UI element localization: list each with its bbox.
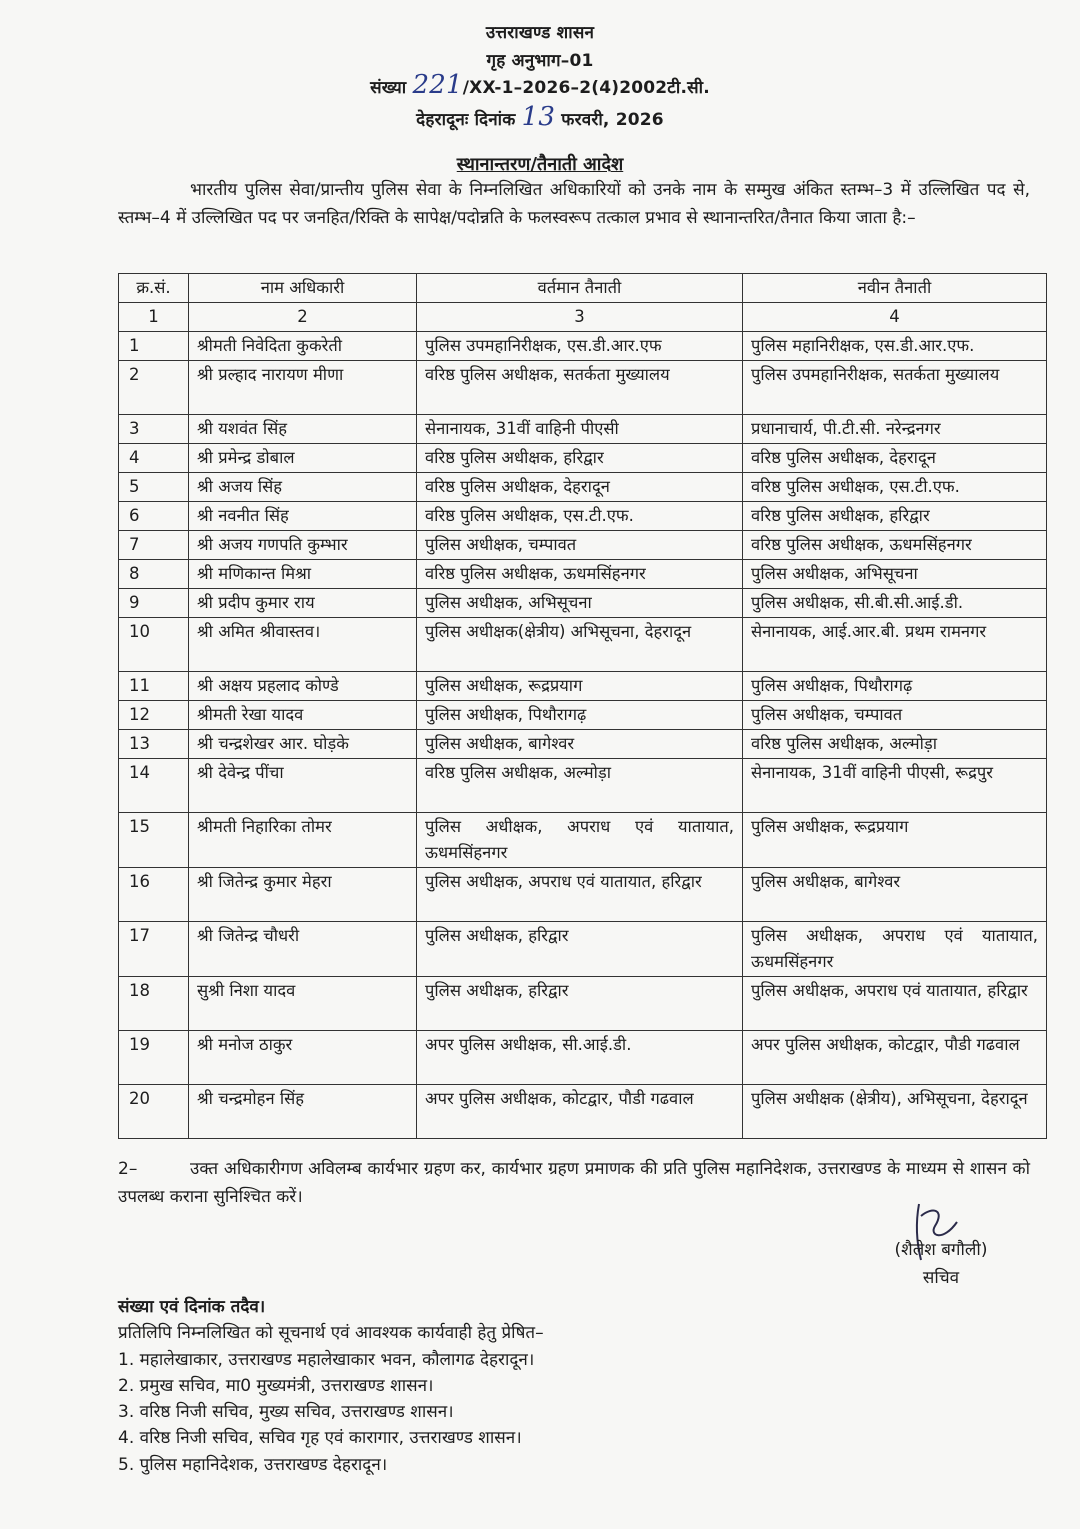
order-title bbox=[0, 152, 1080, 176]
officer-name-cell: श्रीमती रेखा यादव bbox=[189, 701, 417, 730]
new-posting-cell: वरिष्ठ पुलिस अधीक्षक, ऊधमसिंहनगर bbox=[743, 531, 1047, 560]
new-posting-cell: पुलिस अधीक्षक, अपराध एवं यातायात, ऊधमसिंहनगर bbox=[743, 922, 1047, 977]
new-posting-cell: पुलिस अधीक्षक, बागेश्वर bbox=[743, 868, 1047, 922]
header-serial: क्र.सं. bbox=[119, 274, 189, 303]
serial-cell: 17 bbox=[119, 922, 189, 977]
table-row bbox=[119, 759, 1047, 813]
current-posting-cell: सेनानायक, 31वीं वाहिनी पीएसी bbox=[417, 415, 743, 444]
signatory-name: (शैलेश बगौली) bbox=[894, 1240, 988, 1260]
order-number-suffix: /XX-1–2026–2(4)2002टी.सी. bbox=[462, 78, 710, 98]
new-posting-cell: वरिष्ठ पुलिस अधीक्षक, अल्मोड़ा bbox=[743, 730, 1047, 759]
table-header-row bbox=[119, 274, 1047, 303]
serial-cell: 20 bbox=[119, 1085, 189, 1139]
new-posting-cell: सेनानायक, 31वीं वाहिनी पीएसी, रूद्रपुर bbox=[743, 759, 1047, 813]
current-posting-cell: वरिष्ठ पुलिस अधीक्षक, हरिद्वार bbox=[417, 444, 743, 473]
new-posting-cell: पुलिस अधीक्षक, सी.बी.सी.आई.डी. bbox=[743, 589, 1047, 618]
table-row bbox=[119, 531, 1047, 560]
order-date bbox=[0, 102, 1080, 132]
new-posting-cell: पुलिस अधीक्षक, पिथौरागढ़ bbox=[743, 672, 1047, 701]
new-posting-cell: पुलिस महानिरीक्षक, एस.डी.आर.एफ. bbox=[743, 332, 1047, 361]
officer-name-cell: श्री प्रदीप कुमार राय bbox=[189, 589, 417, 618]
table-row bbox=[119, 361, 1047, 415]
table-row bbox=[119, 1031, 1047, 1085]
table-row bbox=[119, 502, 1047, 531]
current-posting-cell: पुलिस अधीक्षक, अपराध एवं यातायात, हरिद्वार bbox=[417, 868, 743, 922]
table-row bbox=[119, 618, 1047, 672]
current-posting-cell: अपर पुलिस अधीक्षक, सी.आई.डी. bbox=[417, 1031, 743, 1085]
current-posting-cell: पुलिस अधीक्षक, रूद्रप्रयाग bbox=[417, 672, 743, 701]
copy-item: 1. महालेखाकार, उत्तराखण्ड महालेखाकार भवन, कौलागढ देहरादून। bbox=[118, 1350, 535, 1370]
copy-item: 2. प्रमुख सचिव, मा0 मुख्यमंत्री, उत्तराखण्ड शासन। bbox=[118, 1376, 434, 1396]
table-row bbox=[119, 473, 1047, 502]
table-row bbox=[119, 672, 1047, 701]
current-posting-cell: वरिष्ठ पुलिस अधीक्षक, एस.टी.एफ. bbox=[417, 502, 743, 531]
table-row bbox=[119, 977, 1047, 1031]
officer-name-cell: श्री यशवंत सिंह bbox=[189, 415, 417, 444]
serial-cell: 8 bbox=[119, 560, 189, 589]
table-row bbox=[119, 922, 1047, 977]
new-posting-cell: वरिष्ठ पुलिस अधीक्षक, हरिद्वार bbox=[743, 502, 1047, 531]
govt-name: उत्तराखण्ड शासन bbox=[485, 23, 595, 43]
serial-cell: 6 bbox=[119, 502, 189, 531]
officer-name-cell: श्री प्रमेन्द्र डोबाल bbox=[189, 444, 417, 473]
officer-name-cell: श्री प्रल्हाद नारायण मीणा bbox=[189, 361, 417, 415]
serial-cell: 10 bbox=[119, 618, 189, 672]
current-posting-cell: वरिष्ठ पुलिस अधीक्षक, ऊधमसिंहनगर bbox=[417, 560, 743, 589]
department-name: गृह अनुभाग–01 bbox=[486, 51, 594, 71]
paragraph-2-text: उक्त अधिकारीगण अविलम्ब कार्यभार ग्रहण कर, कार्यभार ग्रहण प्रमाणक की प्रति पुलिस महानिदेशक, उत्तराखण्ड के माध्यम से शासन को उपलब्ध कराना सुनिश्चित करें। bbox=[118, 1159, 1030, 1207]
current-posting-cell: वरिष्ठ पुलिस अधीक्षक, सतर्कता मुख्यालय bbox=[417, 361, 743, 415]
order-title-text: स्थानान्तरण/तैनाती आदेश bbox=[456, 154, 624, 175]
transfer-table bbox=[118, 273, 1047, 1139]
officer-name-cell: श्री अजय गणपति कुम्भार bbox=[189, 531, 417, 560]
serial-cell: 7 bbox=[119, 531, 189, 560]
officer-name-cell: श्री नवनीत सिंह bbox=[189, 502, 417, 531]
new-posting-cell: वरिष्ठ पुलिस अधीक्षक, एस.टी.एफ. bbox=[743, 473, 1047, 502]
officer-name-cell: श्री अमित श्रीवास्तव। bbox=[189, 618, 417, 672]
copy-item: 5. पुलिस महानिदेशक, उत्तराखण्ड देहरादून। bbox=[118, 1455, 388, 1475]
current-posting-cell: वरिष्ठ पुलिस अधीक्षक, अल्मोड़ा bbox=[417, 759, 743, 813]
current-posting-cell: पुलिस अधीक्षक, हरिद्वार bbox=[417, 922, 743, 977]
new-posting-cell: पुलिस उपमहानिरीक्षक, सतर्कता मुख्यालय bbox=[743, 361, 1047, 415]
header-new-posting: नवीन तैनाती bbox=[743, 274, 1047, 303]
new-posting-cell: अपर पुलिस अधीक्षक, कोटद्वार, पौडी गढवाल bbox=[743, 1031, 1047, 1085]
serial-cell: 15 bbox=[119, 813, 189, 868]
serial-cell: 18 bbox=[119, 977, 189, 1031]
order-date-suffix: फरवरी, 2026 bbox=[561, 110, 664, 130]
new-posting-cell: प्रधानाचार्य, पी.टी.सी. नरेन्द्रनगर bbox=[743, 415, 1047, 444]
new-posting-cell: सेनानायक, आई.आर.बी. प्रथम रामनगर bbox=[743, 618, 1047, 672]
column-number: 4 bbox=[743, 303, 1047, 332]
table-row bbox=[119, 589, 1047, 618]
officer-name-cell: श्री देवेन्द्र पींचा bbox=[189, 759, 417, 813]
copy-heading: संख्या एवं दिनांक तदैव। bbox=[118, 1297, 266, 1317]
copy-intro: प्रतिलिपि निम्नलिखित को सूचनार्थ एवं आवश्यक कार्यवाही हेतु प्रेषित– bbox=[118, 1323, 544, 1343]
table-row bbox=[119, 730, 1047, 759]
current-posting-cell: पुलिस अधीक्षक(क्षेत्रीय) अभिसूचना, देहरादून bbox=[417, 618, 743, 672]
serial-cell: 11 bbox=[119, 672, 189, 701]
serial-cell: 16 bbox=[119, 868, 189, 922]
serial-cell: 3 bbox=[119, 415, 189, 444]
officer-name-cell: श्री जितेन्द्र कुमार मेहरा bbox=[189, 868, 417, 922]
table-row bbox=[119, 415, 1047, 444]
new-posting-cell: पुलिस अधीक्षक, अभिसूचना bbox=[743, 560, 1047, 589]
officer-name-cell: श्री जितेन्द्र चौधरी bbox=[189, 922, 417, 977]
serial-cell: 13 bbox=[119, 730, 189, 759]
order-number-prefix: संख्या bbox=[370, 78, 407, 98]
new-posting-cell: पुलिस अधीक्षक, अपराध एवं यातायात, हरिद्वार bbox=[743, 977, 1047, 1031]
serial-cell: 9 bbox=[119, 589, 189, 618]
order-date-prefix: देहरादूनः दिनांक bbox=[416, 110, 516, 130]
signatory-designation: सचिव bbox=[922, 1268, 960, 1288]
header-officer-name: नाम अधिकारी bbox=[189, 274, 417, 303]
serial-cell: 1 bbox=[119, 332, 189, 361]
copy-item: 3. वरिष्ठ निजी सचिव, मुख्य सचिव, उत्तराखण्ड शासन। bbox=[118, 1402, 454, 1422]
current-posting-cell: पुलिस अधीक्षक, चम्पावत bbox=[417, 531, 743, 560]
current-posting-cell: पुलिस उपमहानिरीक्षक, एस.डी.आर.एफ bbox=[417, 332, 743, 361]
table-row bbox=[119, 1085, 1047, 1139]
column-number: 2 bbox=[189, 303, 417, 332]
table-row bbox=[119, 868, 1047, 922]
serial-cell: 2 bbox=[119, 361, 189, 415]
table-row bbox=[119, 332, 1047, 361]
serial-cell: 19 bbox=[119, 1031, 189, 1085]
officer-name-cell: श्री चन्द्रमोहन सिंह bbox=[189, 1085, 417, 1139]
current-posting-cell: वरिष्ठ पुलिस अधीक्षक, देहरादून bbox=[417, 473, 743, 502]
current-posting-cell: अपर पुलिस अधीक्षक, कोटद्वार, पौडी गढवाल bbox=[417, 1085, 743, 1139]
new-posting-cell: पुलिस अधीक्षक, रूद्रप्रयाग bbox=[743, 813, 1047, 868]
officer-name-cell: श्री मणिकान्त मिश्रा bbox=[189, 560, 417, 589]
paragraph-2-number: 2– bbox=[118, 1159, 138, 1179]
copy-item: 4. वरिष्ठ निजी सचिव, सचिव गृह एवं कारागार, उत्तराखण्ड शासन। bbox=[118, 1428, 522, 1448]
table-row bbox=[119, 560, 1047, 589]
paragraph-2 bbox=[118, 1155, 1030, 1211]
intro-paragraph: भारतीय पुलिस सेवा/प्रान्तीय पुलिस सेवा के निम्नलिखित अधिकारियों को उनके नाम के सम्मुख अंकित स्तम्भ–3 में उल्लिखित पद से, स्तम्भ–4 में उल्लिखित पद पर जनहित/रिक्ति के सापेक्ष/पदोन्नति के फलस्वरूप तत्काल प्रभाव से स्थानान्तरित/तैनात किया जाता है:– bbox=[118, 180, 1030, 228]
current-posting-cell: पुलिस अधीक्षक, अभिसूचना bbox=[417, 589, 743, 618]
column-number: 1 bbox=[119, 303, 189, 332]
table-row bbox=[119, 701, 1047, 730]
officer-name-cell: श्री अक्षय प्रहलाद कोण्डे bbox=[189, 672, 417, 701]
order-number-handwritten: 221 bbox=[412, 70, 463, 100]
new-posting-cell: वरिष्ठ पुलिस अधीक्षक, देहरादून bbox=[743, 444, 1047, 473]
officer-name-cell: श्रीमती निवेदिता कुकरेती bbox=[189, 332, 417, 361]
table-row bbox=[119, 444, 1047, 473]
header-current-posting: वर्तमान तैनाती bbox=[417, 274, 743, 303]
officer-name-cell: श्री चन्द्रशेखर आर. घोड़के bbox=[189, 730, 417, 759]
table-row bbox=[119, 813, 1047, 868]
serial-cell: 5 bbox=[119, 473, 189, 502]
new-posting-cell: पुलिस अधीक्षक (क्षेत्रीय), अभिसूचना, देहरादून bbox=[743, 1085, 1047, 1139]
order-number bbox=[0, 70, 1080, 100]
order-date-handwritten: 13 bbox=[521, 102, 556, 132]
current-posting-cell: पुलिस अधीक्षक, अपराध एवं यातायात, ऊधमसिंहनगर bbox=[417, 813, 743, 868]
serial-cell: 4 bbox=[119, 444, 189, 473]
current-posting-cell: पुलिस अधीक्षक, बागेश्वर bbox=[417, 730, 743, 759]
officer-name-cell: श्री अजय सिंह bbox=[189, 473, 417, 502]
table-column-number-row bbox=[119, 303, 1047, 332]
officer-name-cell: श्री मनोज ठाकुर bbox=[189, 1031, 417, 1085]
officer-name-cell: सुश्री निशा यादव bbox=[189, 977, 417, 1031]
new-posting-cell: पुलिस अधीक्षक, चम्पावत bbox=[743, 701, 1047, 730]
officer-name-cell: श्रीमती निहारिका तोमर bbox=[189, 813, 417, 868]
current-posting-cell: पुलिस अधीक्षक, हरिद्वार bbox=[417, 977, 743, 1031]
column-number: 3 bbox=[417, 303, 743, 332]
serial-cell: 12 bbox=[119, 701, 189, 730]
current-posting-cell: पुलिस अधीक्षक, पिथौरागढ़ bbox=[417, 701, 743, 730]
serial-cell: 14 bbox=[119, 759, 189, 813]
